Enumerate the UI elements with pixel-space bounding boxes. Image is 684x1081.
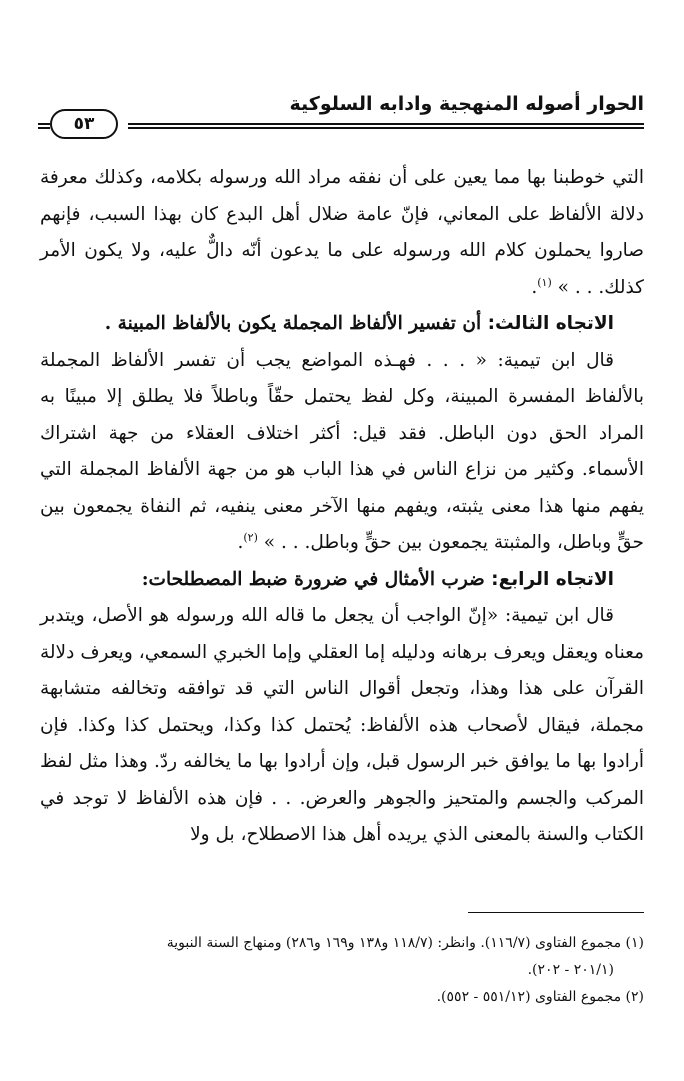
heading-fourth-direction — [40, 562, 644, 599]
paragraph-3: قال ابن تيمية: «إنّ الواجب أن يجعل ما قاله الله ورسوله هو الأصل، ويتدبر معناه ويعقل ويعرف برهانه ودليله إما العقلي وإما الخبري السمعي، ويعرف دلالة القرآن على هذا وهذا، وتجعل أقوال الناس التي قد توافقه وتخالفه متشابهة مجملة، فيقال لأصحاب هذه الألفاظ: يُحتمل كذا وكذا، ويحتمل كذا وكذا. فإن أرادوا بها ما يوافق خبر الرسول قبل، وإن أرادوا بها ما يخالفه ردّ. وهذا مثل لفظ المركب والجسم والمتحيز والجوهر والعرض. . . فإن هذه الألفاظ لا توجد في الكتاب والسنة بالمعنى الذي يريده أهل هذا الاصطلاح، بل ولا — [40, 605, 644, 845]
footnote-separator — [468, 912, 644, 913]
footnote-1-continuation: (٢٠١/١ - ٢٠٢). — [527, 962, 614, 978]
paragraph-1-end: . — [531, 276, 538, 298]
heading-3-label: الاتجاه الثالث: — [487, 313, 614, 334]
footnotes — [40, 930, 644, 1011]
page-number: ٥٣ — [50, 109, 118, 139]
header-rule-tail — [38, 123, 50, 125]
heading-4-label: الاتجاه الرابع: — [491, 568, 614, 590]
heading-third-direction — [40, 306, 644, 343]
header-rule — [128, 123, 644, 125]
footnote-ref-2: (٢) — [243, 530, 258, 544]
footnote-1: (١) مجموع الفتاوى (١١٦/٧). وانظر: (١١٨/٧ و١٣٨ و١٦٩ و٢٨٦) ومنهاج السنة النبوية — [166, 935, 644, 951]
page-header — [38, 92, 644, 142]
heading-3-text: أن تفسير الألفاظ المجملة يكون بالألفاظ المبينة . — [104, 313, 488, 334]
footnote-2: (٢) مجموع الفتاوى (٥٥١/١٢ - ٥٥٢). — [436, 989, 644, 1005]
paragraph-1-text: التي خوطبنا بها مما يعين على أن نفقه مراد الله ورسوله بكلامه، وكذلك معرفة دلالة الألفاظ على المعاني، فإنّ عامة ضلال أهل البدع كان بهذا السبب، فإنهم صاروا يحملون كلام الله ورسوله على ما يدعون أنّه دالٌّ عليه، ولا يكون الأمر كذلك. . . » — [40, 167, 644, 298]
heading-4-text: ضرب الأمثال في ضرورة ضبط المصطلحات: — [141, 568, 492, 590]
paragraph-2-text: قال ابن تيمية: « . . . فهـذه المواضع يجب أن تفسر الألفاظ المجملة بالألفاظ المفسرة المبينة، وكل لفظ يحتمل حقّاً وباطلاً فلا يطلق إلا مبينًا به المراد الحق دون الباطل. فقد قيل: أكثر اختلاف العقلاء من جهة اشتراك الأسماء. وكثير من نزاع الناس في هذا الباب هو من جهة الألفاظ المجملة التي يفهم منها هذا معنى يثبته، ويفهم منها الآخر معنى ينفيه، ثم النفاة يجمعون بين حقٍّ وباطل، والمثبتة يجمعون بين حقٍّ وباطل. . . » — [40, 349, 644, 553]
paragraph-2-end: . — [237, 532, 244, 553]
running-title: الحوار أصوله المنهجية وادابه السلوكية — [289, 93, 644, 115]
main-text — [40, 160, 644, 854]
header-rule-double — [128, 127, 644, 129]
paragraph-2 — [40, 343, 644, 562]
header-rule-tail-double — [38, 127, 50, 129]
paragraph-1 — [40, 160, 644, 306]
footnote-ref-1: (١) — [537, 275, 552, 289]
